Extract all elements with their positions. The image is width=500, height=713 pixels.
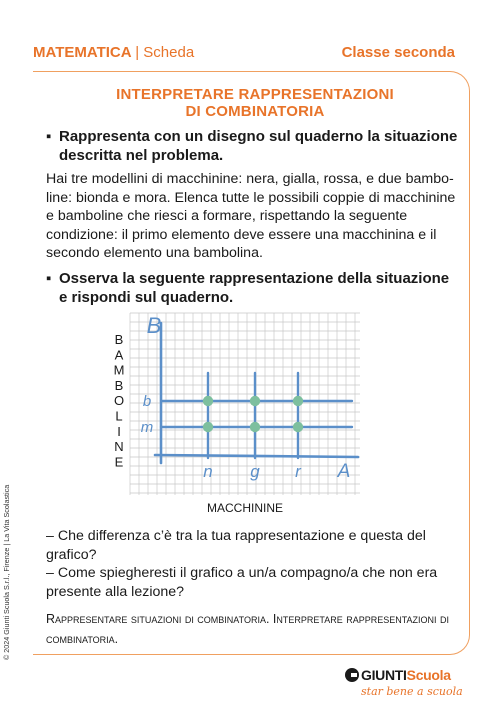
subject-name: MATEMATICA — [33, 44, 132, 61]
question-2: – Come spiegheresti il grafico a un/a compagno/a che non era presente alla lezione? — [46, 565, 438, 600]
subject-label — [33, 44, 194, 61]
y-axis-title-letter: M — [113, 362, 125, 378]
y-axis-title-letter: E — [114, 454, 124, 470]
logo-brand — [361, 667, 451, 683]
problem-text: Hai tre modellini di macchinine: nera, gialla, rossa, e due bamboline: bionda e mora. Elenca tutte le possibili coppie di macchinine e bamboline che riesci a formare, rispettando la seguente condizione: il primo elemento deve essere una macchinina e il secondo elemento una bambolina. — [46, 171, 456, 262]
title-line-2: DI COMBINATORIA — [185, 103, 325, 120]
y-axis-title-letter: O — [113, 393, 125, 409]
logo-tagline: star bene a scuola — [361, 685, 463, 698]
data-point — [203, 422, 213, 432]
y-category-label: b — [142, 393, 152, 410]
page-header — [33, 44, 455, 66]
y-axis-title-letter: B — [114, 332, 124, 347]
data-point — [293, 396, 303, 406]
section-label: Scheda — [143, 44, 195, 61]
logo-brand-a: GIUNTI — [361, 667, 407, 683]
title-line-1: INTERPRETARE RAPPRESENTAZIONI — [116, 86, 394, 103]
data-point — [203, 396, 213, 406]
instruction-2-text: Osserva la seguente rappresentazione della situazione e rispondi sul quaderno. — [59, 270, 450, 306]
combinatorics-chart — [100, 305, 380, 520]
giunti-logo-icon — [345, 668, 359, 682]
x-category-label: n — [203, 462, 213, 481]
instruction-1-text: Rappresenta con un disegno sul quaderno la situazione descritta nel problema. — [59, 128, 458, 164]
logo-brand-b: Scuola — [406, 667, 451, 683]
y-axis-letter: B — [146, 313, 162, 338]
instruction-1 — [46, 127, 458, 165]
data-point — [293, 422, 303, 432]
y-category-label: m — [140, 419, 154, 436]
header-separator: | — [135, 44, 140, 61]
x-axis-title: MACCHININE — [206, 501, 284, 515]
y-axis-title-letter: B — [114, 377, 124, 393]
bullet-icon: ▪ — [46, 128, 52, 145]
x-category-label: r — [295, 462, 301, 481]
worksheet-title — [40, 86, 470, 120]
y-axis-title-letter: A — [114, 347, 124, 363]
bullet-icon: ▪ — [46, 270, 52, 287]
y-axis-title-letter: I — [117, 423, 121, 439]
learning-objective: Rappresentare situazioni di combinatoria. Interpretare rappresentazioni di combinatoria. — [46, 612, 450, 646]
instruction-2 — [46, 269, 458, 307]
publisher-logo — [345, 667, 465, 707]
grade-label: Classe seconda — [341, 44, 455, 61]
data-point — [250, 396, 260, 406]
y-axis-title-letter: L — [115, 408, 123, 424]
copyright-notice: © 2024 Giunti Scuola S.r.l., Firenze | La Vita Scolastica — [2, 484, 11, 660]
y-axis-title-letter: N — [114, 439, 124, 455]
x-axis-letter: A — [337, 461, 351, 482]
question-1: – Che differenza c’è tra la tua rappresentazione e questa del grafico? — [46, 528, 426, 563]
chart-svg — [100, 305, 380, 520]
x-category-label: g — [250, 462, 260, 481]
data-point — [250, 422, 260, 432]
